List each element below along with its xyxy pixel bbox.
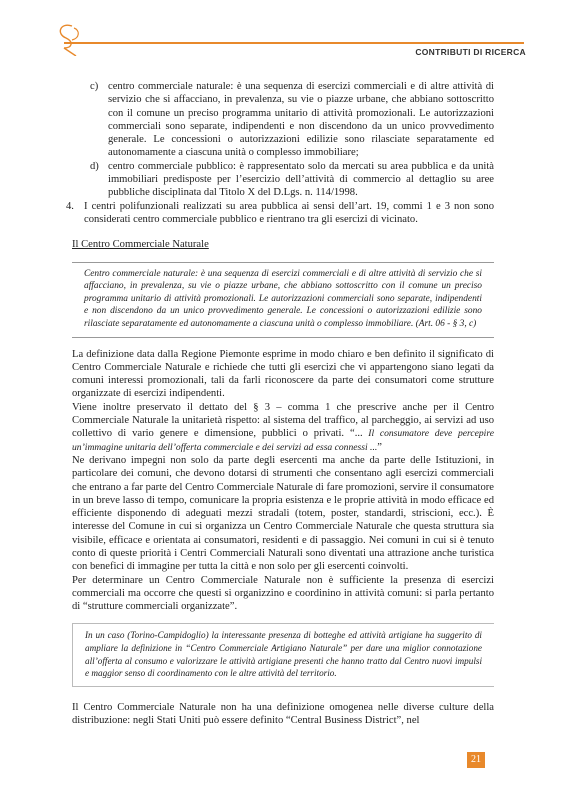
logo-icon: [50, 18, 90, 56]
list-label: d): [90, 160, 99, 172]
page-header: [0, 0, 566, 60]
paragraph-text: Viene inoltre preservato il dettato del § 3 – comma 1 che prescrive anche per il Centro Commerciale Naturale la unitarietà rispetto: al sistema del traffico, al parcheggio, ai servizi ad uso collettivo di vario genere e dimensione, pubblici o privati. “...: [72, 401, 494, 440]
quote-definition: Centro commerciale naturale: è una sequenza di esercizi commerciali e di altre attività di servizio che si affacciano, in prevalenza, su vie o piazze urbane, che abbiano sottoscritto con il comune un preciso programma unitario di attività promozionali. Le autorizzazioni commerciali sono separate, indipendenti e non discendono da un unico provvedimento generale. Le concessioni o autorizzazioni edilizie sono rilasciate separatamente ed autonomamente a ciascuna unità o complesso immobiliare. (Art. 06 - § 3, c): [72, 262, 494, 338]
paragraph: La definizione data dalla Regione Piemonte esprime in modo chiaro e ben definito il significato di Centro Commerciale Naturale e richiede che tutti gli esercizi che vi appartengono siano legati da comuni interessi promozionali, tali da farli riconoscere da parte dei consumatori come strutture organizzate di esercizi indipendenti.: [72, 348, 494, 400]
list-text: centro commerciale naturale: è una sequenza di esercizi commerciali e di altre attività di servizio che si affacciano, in prevalenza, su vie o piazze urbane, che abbiano sottoscritto con il comune un preciso programma unitario di attività promozionali. Le autorizzazioni commerciali sono separate, indipendenti e non discendono da un unico provvedimento generale. Le concessioni o autorizzazioni edilizie sono rilasciate separatamente ed autonomamente a ciascuna unità o complesso immobiliare;: [108, 81, 494, 159]
list-label: 4.: [66, 200, 74, 212]
inline-quote: Il consumatore deve percepire un’immagine unitaria dell’offerta commerciale e dei servizi ad essa connessi ...: [72, 428, 494, 453]
list-text: centro commerciale pubblico: è rappresentato solo da mercati su area pubblica e da unità immobiliari predisposte per l’esercizio dell’attività di commercio al dettaglio su aree pubbliche disciplinata dal Titolo X del D.Lgs. n. 114/1998.: [108, 160, 494, 199]
document-body: [66, 80, 494, 727]
quote-example: In un caso (Torino-Campidoglio) la interessante presenza di botteghe ed attività artigiane ha suggerito di ampliare la definizione in “Centro Commerciale Artigiano Naturale” per dare una miglior connotazione all’offerta al consumo e valorizzare le attività artigiane presenti che hanno tratto dal Centro nuovi impulsi e maggior senso di coordinamento con le altre attività del territorio.: [72, 623, 494, 686]
paragraph: Per determinare un Centro Commerciale Naturale non è sufficiente la presenza di esercizi commerciali ma occorre che questi si organizzino e coordinino in attività comuni: si parla pertanto di “strutture commerciali organizzate”.: [72, 574, 494, 613]
list-item-c: [72, 80, 494, 160]
header-rule: [64, 42, 524, 44]
closing-quote: ”: [377, 441, 382, 453]
paragraph: Ne derivano impegni non solo da parte degli esercenti ma anche da parte delle Istituzioni, in particolare dei comuni, che devono dotarsi di strumenti che consentano agli esercizi commerciali che entrano a far parte del Centro Commerciale Naturale di fare promozioni, servire il consumatore in un breve lasso di tempo, comunicare la propria esistenza e le proprie attività in modo efficace ed efficiente disponendo di adeguati mezzi stradali (totem, poster, standardi, striscioni, ecc.). È interesse del Comune in cui si organizza un Centro Commerciale Naturale che questa struttura sia visibile, efficace e orientata ai consumatori, residenti e di passaggio. Nei comuni in cui si è tenuto conto di queste priorità i Centri Commerciali Naturali sono diventati una attrazione anche turistica con benefici di immagine per tutta la città e non solo per gli esercenti coinvolti.: [72, 454, 494, 573]
list-label: c): [90, 81, 99, 92]
list-item-d: [72, 160, 494, 200]
paragraph: Il Centro Commerciale Naturale non ha una definizione omogenea nelle diverse culture della distribuzione: negli Stati Uniti può essere definito “Central Business District”, nel: [72, 701, 494, 727]
list-text: I centri polifunzionali realizzati su area pubblica ai sensi dell’art. 19, commi 1 e 3 non sono considerati centro commerciale pubblico e rientrano tra gli esercizi di vicinato.: [84, 200, 494, 225]
section-title: Il Centro Commerciale Naturale: [72, 239, 209, 251]
page-number: 21: [467, 752, 485, 768]
header-title: CONTRIBUTI DI RICERCA: [415, 47, 526, 57]
list-item-4: [66, 200, 494, 227]
paragraph: [72, 401, 494, 454]
